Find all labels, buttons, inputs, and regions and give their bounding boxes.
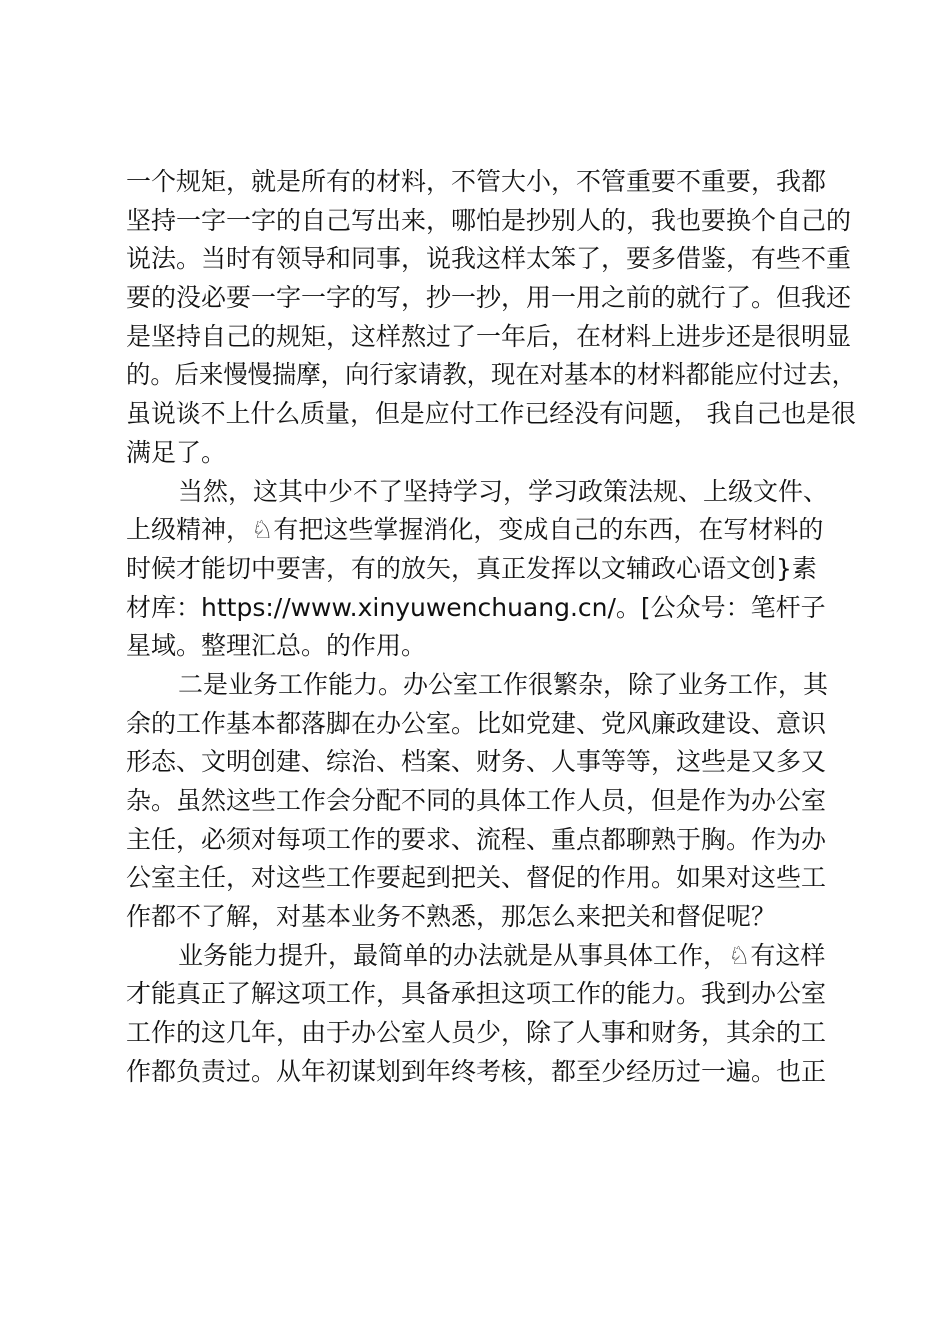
text-line: 星域。整理汇总。的作用。 xyxy=(126,631,427,661)
text-line: 主任，必须对每项工作的要求、流程、重点都聊熟于胸。作为办 xyxy=(126,824,827,854)
paragraph-first-line: 二是业务工作能力。办公室工作很繁杂，除了业务工作，其 xyxy=(178,669,829,699)
text-line: 坚持一字一字的自己写出来，哪怕是抄别人的，我也要换个自己的 xyxy=(126,205,852,235)
text-line: 杂。虽然这些工作会分配不同的具体工作人员，但是作为办公室 xyxy=(126,786,827,815)
text-line: 公室主任，对这些工作要起到把关、督促的作用。如果对这些工 xyxy=(126,863,827,893)
text-line: 工作的这几年，由于办公室人员少，除了人事和财务，其余的工 xyxy=(126,1018,827,1048)
text-line: 作都负责过。从年初谋划到年终考核，都至少经历过一遍。也正 xyxy=(126,1056,827,1086)
text-line: 是坚持自己的规矩，这样熬过了一年后，在材料上进步还是很明显 xyxy=(126,321,852,351)
text-line: 要的没必要一字一字的写，抄一抄，用一用之前的就行了。但我还 xyxy=(126,283,852,313)
text-line: 满足了。 xyxy=(126,437,227,467)
paragraph-first-line: 当然，这其中少不了坚持学习，学习政策法规、上级文件、 xyxy=(178,476,829,506)
text-line: 一个规矩，就是所有的材料，不管大小，不管重要不重要，我都 xyxy=(126,167,827,196)
text-line: 虽说谈不上什么质量，但是应付工作已经没有问题， 我自己也是很 xyxy=(126,399,856,429)
text-line: 材库：https://www.xinyuwenchuang.cn/。[公众号：笔杆子 xyxy=(126,592,826,622)
text-line: 余的工作基本都落脚在办公室。比如党建、党风廉政建设、意识 xyxy=(126,708,827,738)
text-line: 作都不了解，对基本业务不熟悉，那怎么来把关和督促呢？ xyxy=(126,902,777,932)
paragraph-first-line: 业务能力提升，最简单的办法就是从事具体工作，♘有这样 xyxy=(178,940,826,970)
text-line: 的。后来慢慢揣摩，向行家请教，现在对基本的材料都能应付过去， xyxy=(126,360,856,390)
text-line: 形态、文明创建、综治、档案、财务、人事等等，这些是又多又 xyxy=(126,747,827,777)
text-line: 时候才能切中要害，有的放矢，真正发挥以文辅政心语文创}素 xyxy=(126,553,817,583)
text-line: 才能真正了解这项工作，具备承担这项工作的能力。我到办公室 xyxy=(126,979,827,1009)
document-body xyxy=(126,163,856,1092)
text-line: 说法。当时有领导和同事，说我这样太笨了，要多借鉴，有些不重 xyxy=(126,244,852,274)
text-line: 上级精神，♘有把这些掌握消化，变成自己的东西，在写材料的 xyxy=(126,515,824,545)
